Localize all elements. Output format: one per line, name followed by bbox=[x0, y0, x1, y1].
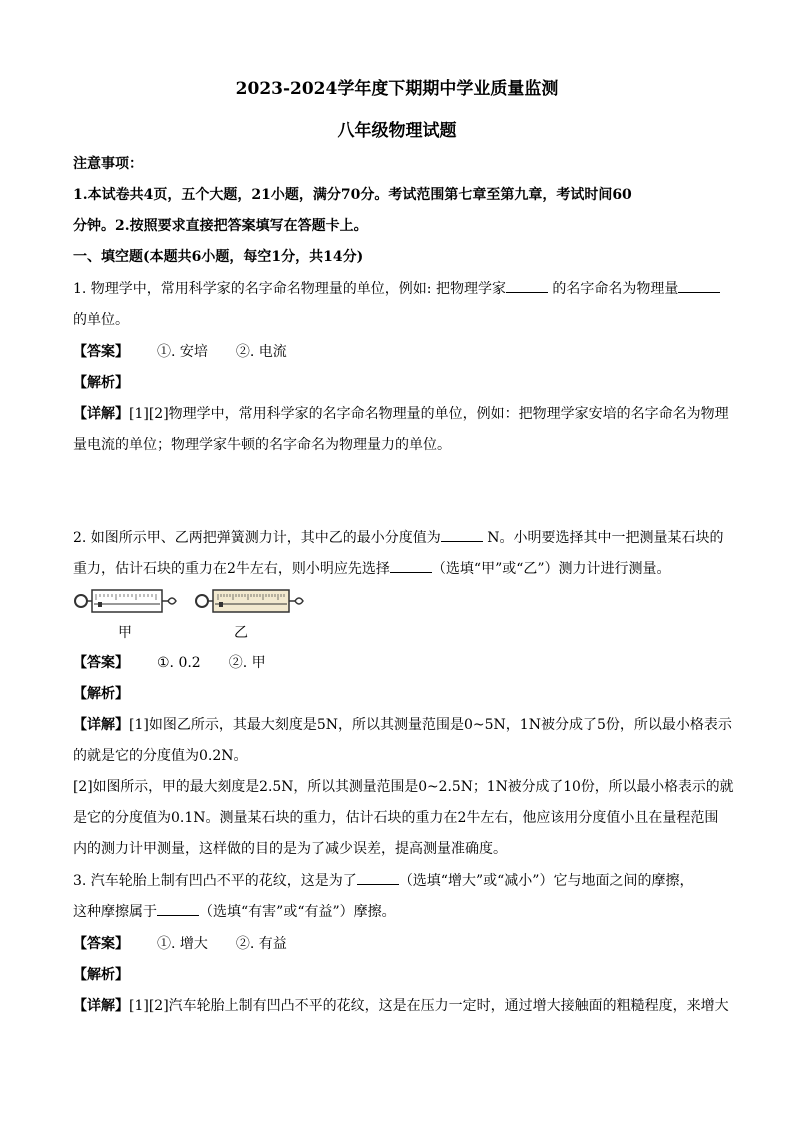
question-2-text-d: （选填“甲”或“乙”）测力计进行测量。 bbox=[431, 561, 671, 577]
spring-scales-image bbox=[72, 586, 312, 626]
notes-line-1: 1.本试卷共4页，五个大题，21小题，满分70分。考试范围第七章至第九章，考试时间60 bbox=[73, 187, 632, 203]
question-1-answer bbox=[73, 341, 733, 361]
detail-text: [1]如图乙所示，其最大刻度是5N，所以其测量范围是0~5N，1N被分成了5份，所以最小格表示 bbox=[129, 717, 732, 733]
question-2-text-a: 2. 如图所示甲、乙两把弹簧测力计，其中乙的最小分度值为 bbox=[73, 530, 441, 546]
analysis-tag: 【解析】 bbox=[73, 967, 129, 983]
answer-blank bbox=[506, 280, 548, 293]
spring-scale-figure bbox=[72, 586, 312, 644]
notes-heading: 注意事项： bbox=[73, 156, 143, 172]
question-3-answer bbox=[73, 933, 733, 953]
answer-2: ②. 电流 bbox=[235, 344, 287, 360]
question-3-text-d: （选填“有害”或“有益”）摩擦。 bbox=[199, 904, 396, 920]
question-3-text-c: 这种摩擦属于 bbox=[73, 904, 157, 920]
question-2-text-b: N。小明要选择其中一把测量某石块的 bbox=[482, 530, 724, 546]
detail-text: [1][2]汽车轮胎上制有凹凸不平的花纹，这是在压力一定时，通过增大接触面的粗糙程度，来增大 bbox=[129, 998, 729, 1014]
question-1-text-a: 1. 物理学中，常用科学家的名字命名物理量的单位，例如: 把物理学家 bbox=[73, 281, 506, 297]
question-2-detail-3: [2]如图所示，甲的最大刻度是2.5N，所以其测量范围是0~2.5N；1N被分成了10份，所以最小格表示的就 bbox=[73, 779, 734, 795]
detail-tag: 【详解】 bbox=[73, 717, 129, 733]
analysis-tag: 【解析】 bbox=[73, 375, 129, 391]
question-3-text-b: （选填“增大”或“减小”）它与地面之间的摩擦， bbox=[398, 873, 694, 889]
answer-blank bbox=[157, 903, 199, 916]
detail-tag: 【详解】 bbox=[73, 998, 129, 1014]
question-2-answer bbox=[73, 652, 733, 672]
question-3-text-a: 3. 汽车轮胎上制有凹凸不平的花纹，这是为了 bbox=[73, 873, 357, 889]
page-title: 2023-2024学年度下期期中学业质量监测 bbox=[235, 79, 559, 99]
answer-2: ②. 有益 bbox=[235, 936, 287, 952]
answer-blank bbox=[441, 529, 483, 542]
answer-tag: 【答案】 bbox=[73, 936, 129, 952]
answer-tag: 【答案】 bbox=[73, 655, 129, 671]
question-2-detail-2: 的就是它的分度值为0.2N。 bbox=[73, 748, 248, 764]
section-heading: 一、填空题(本题共6小题，每空1分，共14分) bbox=[73, 249, 364, 265]
question-3-detail-1 bbox=[73, 995, 733, 1015]
question-2-detail-1 bbox=[73, 714, 733, 734]
answer-2: ②. 甲 bbox=[228, 655, 266, 671]
question-1-line-2: 的单位。 bbox=[73, 312, 129, 328]
question-2-text-c: 重力，估计石块的重力在2牛左右，则小明应先选择 bbox=[73, 561, 390, 577]
figure-label-yi: 乙 bbox=[234, 625, 248, 641]
analysis-tag: 【解析】 bbox=[73, 686, 129, 702]
question-2-detail-4: 是它的分度值为0.1N。测量某石块的重力，估计石块的重力在2牛左右，他应该用分度值小且在量程范围 bbox=[73, 810, 719, 826]
question-3-line-1 bbox=[73, 870, 733, 890]
question-3-line-2 bbox=[73, 901, 733, 921]
detail-text: [1][2]物理学中，常用科学家的名字命名物理量的单位，例如：把物理学家安培的名字命名为物理 bbox=[129, 406, 729, 422]
question-2-detail-5: 内的测力计甲测量，这样做的目的是为了减少误差，提高测量准确度。 bbox=[73, 841, 507, 857]
answer-blank bbox=[357, 872, 399, 885]
answer-blank bbox=[390, 560, 432, 573]
question-1-line-1 bbox=[73, 278, 733, 298]
question-1-detail-2: 量电流的单位；物理学家牛顿的名字命名为物理量力的单位。 bbox=[73, 437, 451, 453]
notes-line-2: 分钟。2.按照要求直接把答案填写在答题卡上。 bbox=[73, 218, 368, 234]
figure-label-jia: 甲 bbox=[118, 625, 132, 641]
detail-tag: 【详解】 bbox=[73, 406, 129, 422]
answer-1: ①. 增大 bbox=[157, 936, 208, 952]
page-subtitle: 八年级物理试题 bbox=[337, 121, 457, 141]
answer-tag: 【答案】 bbox=[73, 344, 129, 360]
question-1-text-b: 的名字命名为物理量 bbox=[547, 281, 679, 297]
answer-blank bbox=[678, 280, 720, 293]
question-2-line-2 bbox=[73, 558, 733, 578]
answer-1: ①. 安培 bbox=[157, 344, 208, 360]
question-2-line-1 bbox=[73, 527, 733, 547]
answer-1: ①. 0.2 bbox=[157, 655, 201, 671]
question-1-detail-1 bbox=[73, 403, 733, 423]
